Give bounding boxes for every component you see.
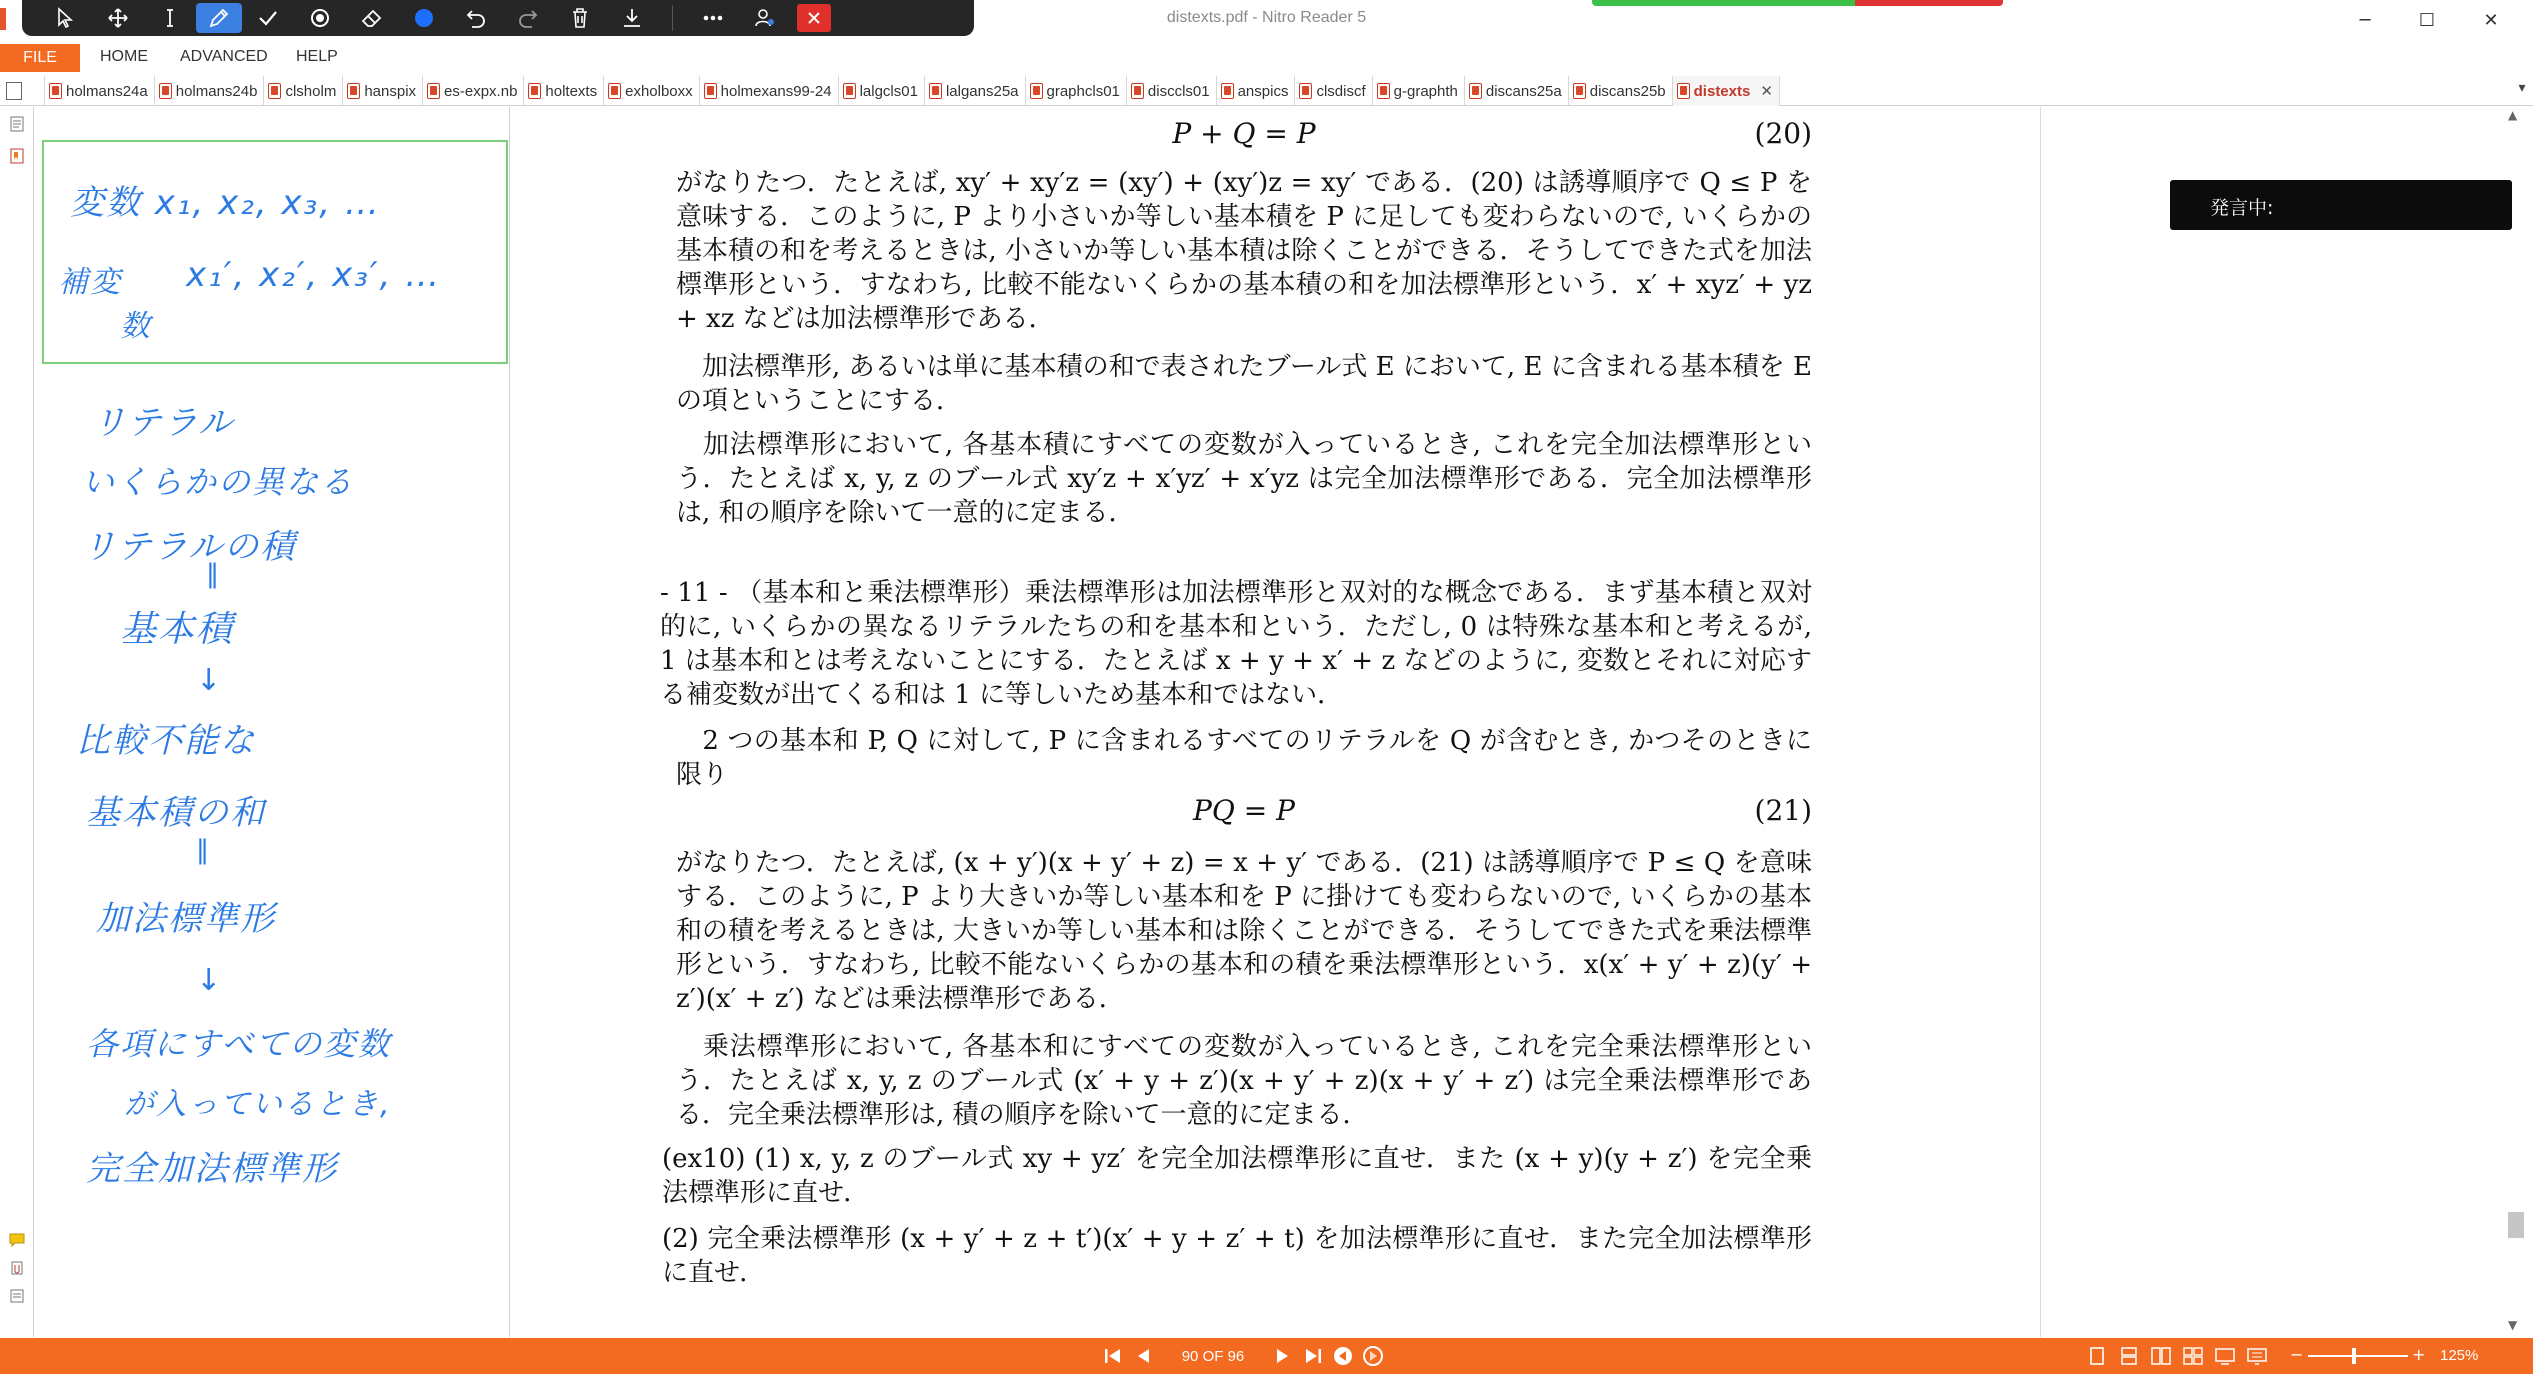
pdf-file-icon [843, 83, 856, 99]
menu-home[interactable]: HOME [100, 48, 148, 65]
status-bar [0, 1338, 2533, 1374]
tab-lalgans25a[interactable] [924, 76, 1025, 106]
paragraph-terms: 加法標準形, あるいは単に基本積の和で表されたブール式 E において, E に含まれる基本積を E の項ということにする． [676, 352, 1812, 416]
section-number: - 11 - [660, 578, 728, 608]
tab-es-expx-nb[interactable] [422, 76, 523, 106]
single-page-view-icon[interactable] [2086, 1347, 2108, 1365]
paragraph-multiplicative-normal-form: がなりたつ．たとえば, (x + y′)(x + y′ + z) = x + y′ である．(21) は誘導順序で P ≤ Q を意味する．このように, P より大きいか等しい基本和を P に掛けても変わらないので, いくらかの基本和の積を考えるときは, 大きいか等しい基本和は除くことができる．そうしてできた式を乗法標準形という．すなわち, 比較不能ないくらかの基本和の積を乗法標準形という．x(x′ + y′ + z)(y′ + z′)(x′ + z′) などは乗法標準形である． [676, 848, 1812, 1014]
facing-view-icon[interactable] [2150, 1347, 2172, 1365]
pdf-file-icon [528, 83, 541, 99]
minimize-button[interactable]: ─ [2359, 9, 2371, 31]
page-navigation [1098, 1343, 1388, 1369]
paragraph-basic-sum-text: （基本和と乗法標準形）乗法標準形は加法標準形と双対的な概念である．まず基本積と双対的に, いくらかの異なるリテラルたちの和を基本和という．ただし, 0 は特殊な基本和と考えるが, 1 は基本和とは考えないことにする．たとえば x + y + x′ + z などのように, 変数とそれに対応する補変数が出てくる和は 1 に等しいため基本和ではない． [660, 578, 1813, 710]
hand-line-12: 各項にすべての変数 [86, 1025, 392, 1063]
hand-line-14: 完全加法標準形 [86, 1149, 338, 1189]
handwriting-notes-pane[interactable] [36, 107, 510, 1337]
pdf-file-icon [1030, 83, 1043, 99]
equation-21-body: PQ = P [1193, 794, 1295, 827]
facing-continuous-view-icon[interactable] [2182, 1347, 2204, 1365]
equation-20-number: (20) [1754, 117, 1812, 150]
paragraph-basic-sum [660, 576, 1812, 712]
hand-note-complement-label: 補変 [58, 265, 122, 300]
hand-line-13: が入っているとき, [124, 1087, 392, 1122]
right-margin-area [2040, 107, 2533, 1337]
close-window-button[interactable]: ✕ [2483, 9, 2499, 31]
page-icon [6, 82, 22, 100]
zoom-slider[interactable] [2308, 1355, 2408, 1357]
first-page-icon[interactable] [1098, 1343, 1128, 1369]
equation-21 [676, 794, 1812, 827]
bookmarks-panel-icon[interactable] [8, 147, 26, 165]
exercise-10-part-1: (ex10) (1) x, y, z のブール式 xy + yz′ を完全加法標準形に直せ．また (x + y)(y + z′) を完全乗法標準形に直せ． [662, 1144, 1812, 1208]
more-icon[interactable] [687, 3, 739, 33]
hand-note-complement-label-2: 数 [120, 309, 152, 344]
menu-advanced[interactable]: ADVANCED [180, 48, 268, 65]
speaking-indicator: 発言中: [2170, 180, 2512, 230]
tab-clsholm[interactable] [263, 76, 342, 106]
hand-note-complements: x₁′, x₂′, x₃′, … [186, 255, 442, 295]
tab-label: lalgans25a [945, 82, 1019, 100]
pen-toolbar [22, 0, 974, 36]
continuous-view-icon[interactable] [2118, 1347, 2140, 1365]
previous-page-icon[interactable] [1128, 1343, 1158, 1369]
pdf-file-icon [1677, 83, 1690, 99]
hand-line-5: 基本積 [120, 609, 235, 650]
equation-20 [676, 117, 1812, 150]
zoom-in-button[interactable]: + [2412, 1345, 2426, 1364]
pen-icon[interactable] [196, 3, 242, 33]
pdf-file-icon [427, 83, 440, 99]
tab-label: exholboxx [625, 82, 693, 100]
redo-icon[interactable] [502, 3, 554, 33]
tab-label: graphcls01 [1046, 82, 1120, 100]
pdf-file-icon [1469, 83, 1482, 99]
pdf-file-icon [1573, 83, 1586, 99]
tab-label: holmans24b [175, 82, 258, 100]
hand-line-10: 加法標準形 [96, 899, 276, 939]
tab-label: clsdiscf [1316, 82, 1366, 100]
download-icon[interactable] [606, 3, 658, 33]
equation-21-number: (21) [1754, 794, 1812, 827]
pdf-file-icon [1221, 83, 1234, 99]
pdf-file-icon [704, 83, 717, 99]
pan-icon[interactable] [92, 3, 144, 33]
close-icon[interactable] [797, 4, 831, 32]
pdf-file-icon [347, 83, 360, 99]
zoom-level[interactable]: 125% [2440, 1347, 2479, 1364]
recording-level-green [1592, 0, 1855, 6]
pdf-file-icon [608, 83, 621, 99]
tab-graphcls01[interactable] [1025, 76, 1126, 106]
vertical-scrollbar-thumb[interactable] [2508, 1212, 2524, 1238]
tab-label: discans25a [1485, 82, 1562, 100]
tab-list-dropdown-icon[interactable]: ▾ [2518, 80, 2526, 96]
trash-icon[interactable] [554, 3, 606, 33]
tab-distexts[interactable] [1672, 76, 1780, 106]
tab-hanspix[interactable] [342, 76, 422, 106]
tab-label: g-graphth [1393, 82, 1458, 100]
target-icon[interactable] [294, 3, 346, 33]
scroll-up-icon[interactable]: ▲ [2508, 108, 2518, 122]
output-panel-icon[interactable] [8, 1287, 26, 1305]
tab-label: es-expx.nb [444, 82, 518, 100]
forward-view-icon[interactable] [1358, 1343, 1388, 1369]
zoom-slider-handle[interactable] [2352, 1348, 2356, 1364]
hand-line-11: ↓ [196, 963, 224, 998]
left-panel-strip [0, 107, 34, 1337]
handwriting-note-box [42, 140, 508, 364]
paragraph-complete-multiplicative: 乗法標準形において, 各基本和にすべての変数が入っているとき, これを完全乗法標準形という．たとえば x, y, z のブール式 (x′ + y + z′)(x + y′ + z)(x + y′ + z′) は完全乗法標準形である．完全乗法標準形は, 積の順序を除いて一意的に定まる． [676, 1032, 1812, 1130]
ribbon-menu [0, 42, 2533, 72]
tab-label: holmans24a [66, 82, 148, 100]
page-indicator[interactable]: 90 OF 96 [1181, 1347, 1245, 1365]
paragraph-two-basic-sums: 2 つの基本和 P, Q に対して, P に含まれるすべてのリテラルを Q が含むとき, かつそのときに限り [676, 726, 1812, 790]
tab-close-icon[interactable]: ✕ [1760, 83, 1773, 100]
document-tab-bar [0, 76, 2533, 106]
tab-label: hanspix [364, 82, 417, 100]
tab-label: lalgcls01 [859, 82, 918, 100]
tab-list [44, 76, 1780, 106]
scroll-down-icon[interactable]: ▼ [2508, 1318, 2518, 1332]
tab-label: holtexts [545, 82, 598, 100]
tab-clsdiscf[interactable] [1294, 76, 1371, 106]
toolbar-divider [672, 5, 673, 31]
hand-line-7: 比較不能な [76, 721, 256, 761]
equation-20-body: P + Q = P [1172, 117, 1316, 150]
hand-line-1: リテラル [92, 403, 235, 443]
tab-label: clsholm [285, 82, 337, 100]
tab-label: anspics [1237, 82, 1289, 100]
comments-panel-icon[interactable] [8, 1231, 26, 1249]
next-page-icon[interactable] [1268, 1343, 1298, 1369]
check-icon[interactable] [242, 3, 294, 33]
hand-line-6: ↓ [196, 663, 224, 698]
back-view-icon[interactable] [1328, 1343, 1358, 1369]
full-screen-icon[interactable] [2246, 1347, 2268, 1365]
tab-holmans24b[interactable] [154, 76, 264, 106]
select-icon[interactable] [40, 3, 92, 33]
exercise-10-part-2: (2) 完全乗法標準形 (x + y′ + z + t′)(x′ + y + z′ + t) を加法標準形に直せ．また完全加法標準形に直せ． [662, 1224, 1812, 1288]
text-cursor-icon[interactable] [144, 3, 196, 33]
zoom-out-button[interactable]: − [2290, 1345, 2304, 1364]
tab-exholboxx[interactable] [603, 76, 699, 106]
reading-mode-icon[interactable] [2214, 1347, 2236, 1365]
tab-lalgcls01[interactable] [838, 76, 924, 106]
tab-discans25a[interactable] [1464, 76, 1568, 106]
hand-line-8: 基本積の和 [86, 793, 266, 833]
tab-holmans24a[interactable] [44, 76, 154, 106]
paragraph-complete-additive: 加法標準形において, 各基本積にすべての変数が入っているとき, これを完全加法標準形という．たとえば x, y, z のブール式 xy′z + x′yz′ + x′yz は完全加法標準形である．完全加法標準形は, 和の順序を除いて一意的に定まる． [676, 430, 1812, 528]
pdf-file-icon [268, 83, 281, 99]
pdf-file-icon [929, 83, 942, 99]
hand-line-9: ‖ [196, 835, 211, 865]
window-title: distexts.pdf - Nitro Reader 5 [1166, 9, 1367, 26]
tab-holtexts[interactable] [523, 76, 603, 106]
tab-anspics[interactable] [1216, 76, 1295, 106]
last-page-icon[interactable] [1298, 1343, 1328, 1369]
hand-line-4: ‖ [206, 559, 221, 589]
tab-label: disccls01 [1147, 82, 1210, 100]
hand-line-3: リテラルの積 [82, 527, 297, 567]
tab-label: holmexans99-24 [720, 82, 832, 100]
pdf-file-icon [159, 83, 172, 99]
tab-holmexans99-24[interactable] [699, 76, 838, 106]
tab-disccls01[interactable] [1126, 76, 1216, 106]
pdf-file-icon [1131, 83, 1144, 99]
recording-level-red [1855, 0, 2003, 6]
pdf-file-icon [49, 83, 62, 99]
eraser-icon[interactable] [346, 3, 398, 33]
tab-g-graphth[interactable] [1372, 76, 1464, 106]
tab-label: distexts [1693, 82, 1751, 100]
menu-help[interactable]: HELP [296, 48, 338, 65]
tab-label: discans25b [1589, 82, 1666, 100]
attachments-panel-icon[interactable] [8, 1259, 26, 1277]
pdf-file-icon [1377, 83, 1390, 99]
hand-line-2: いくらかの異なる [82, 463, 355, 501]
paragraph-additive-normal-form: がなりたつ．たとえば, xy′ + xy′z = (xy′) + (xy′)z = xy′ である．(20) は誘導順序で Q ≤ P を意味する．このように, P より小さいか等しい基本積を P に足しても変わらないので, いくらかの基本積の和を考えるときは, 小さいか等しい基本積は除くことができる．そうしてできた式を加法標準形という．すなわち, 比較不能ないくらかの基本積の和を加法標準形という．x′ + xyz′ + yz + xz などは加法標準形である． [676, 168, 1812, 334]
share-icon[interactable] [739, 3, 791, 33]
hand-note-variables: 変数 x₁, x₂, x₃, … [70, 183, 381, 223]
color-dot-icon[interactable] [398, 3, 450, 33]
undo-icon[interactable] [450, 3, 502, 33]
pdf-file-icon [1299, 83, 1312, 99]
tab-discans25b[interactable] [1568, 76, 1672, 106]
maximize-button[interactable]: ☐ [2418, 9, 2436, 31]
menu-file[interactable]: FILE [0, 44, 80, 72]
pages-panel-icon[interactable] [8, 115, 26, 133]
